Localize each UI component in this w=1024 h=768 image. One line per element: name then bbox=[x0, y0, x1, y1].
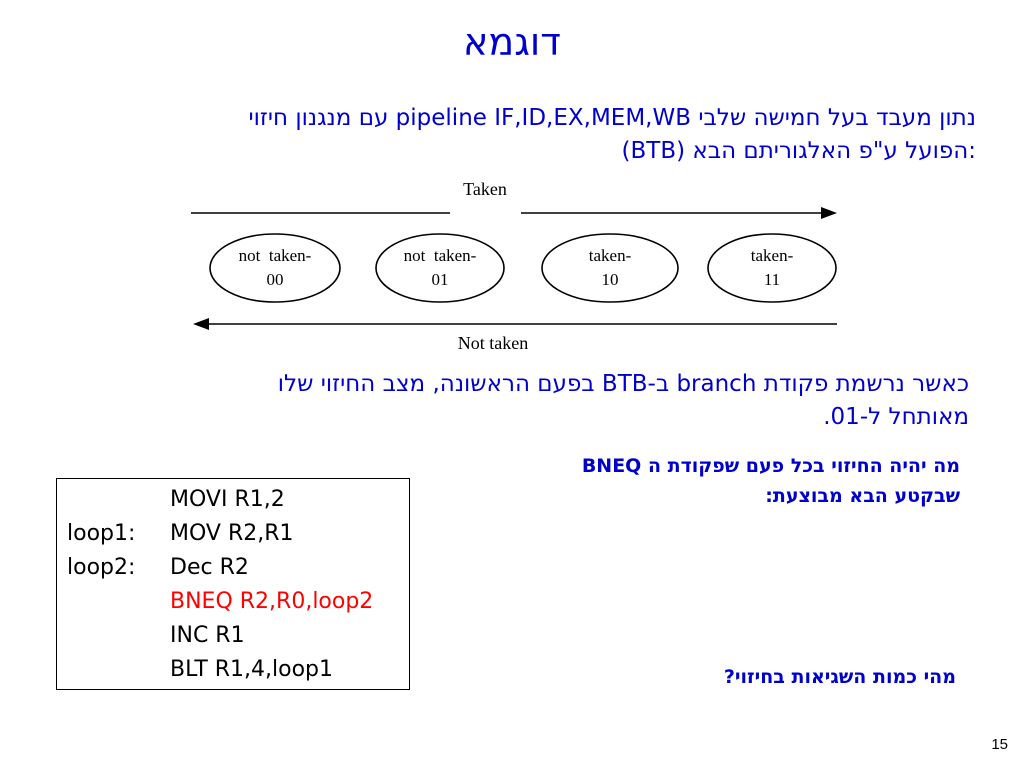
note-line-2: מאותחל ל-01. bbox=[823, 404, 969, 430]
code-instruction: MOVI R1,2 bbox=[170, 487, 285, 512]
page-number: 15 bbox=[991, 736, 1008, 753]
state-00-line1: not taken- bbox=[238, 246, 312, 265]
not-taken-arrowhead bbox=[193, 318, 209, 330]
state-01-ellipse bbox=[376, 234, 504, 302]
not-taken-label: Not taken bbox=[457, 333, 529, 353]
state-10-ellipse bbox=[542, 234, 678, 302]
code-line bbox=[57, 487, 409, 521]
intro-line-1: נתון מעבד בעל חמישה שלבי pipeline IF,ID,EX,MEM,WB עם מנגנון חיזוי bbox=[248, 105, 976, 131]
state-10-line2: 10 bbox=[601, 270, 619, 289]
question-errors-text: מהי כמות השגיאות בחיזוי? bbox=[723, 666, 956, 688]
state-10-line1: taken- bbox=[588, 246, 632, 265]
code-instruction: Dec R2 bbox=[170, 555, 249, 580]
code-label: loop1: bbox=[67, 521, 136, 546]
note-paragraph bbox=[69, 368, 969, 434]
code-line bbox=[57, 623, 409, 657]
question-prediction-line-1: מה יהיה החיזוי בכל פעם שפקודת ה BNEQ bbox=[581, 455, 960, 477]
code-line-highlighted bbox=[57, 589, 409, 623]
question-errors bbox=[556, 662, 956, 692]
code-instruction: BLT R1,4,loop1 bbox=[170, 657, 334, 682]
taken-arrowhead bbox=[821, 207, 837, 219]
state-diagram bbox=[185, 172, 845, 362]
state-01-line1: not taken- bbox=[403, 246, 477, 265]
slide-title: דוגמא bbox=[463, 20, 561, 64]
state-00-line2: 00 bbox=[266, 270, 284, 289]
code-box bbox=[56, 478, 410, 690]
code-line bbox=[57, 657, 409, 691]
state-11-ellipse bbox=[708, 234, 836, 302]
code-instruction: MOV R2,R1 bbox=[170, 521, 294, 546]
code-line bbox=[57, 521, 409, 555]
question-prediction-line-2: שבקטע הבא מבוצעת: bbox=[765, 485, 960, 507]
state-11-line2: 11 bbox=[763, 270, 781, 289]
taken-label: Taken bbox=[463, 179, 507, 199]
code-line bbox=[57, 555, 409, 589]
state-00-ellipse bbox=[210, 234, 340, 302]
state-11-line1: taken- bbox=[750, 246, 794, 265]
note-line-1: כאשר נרשמת פקודת branch ב-BTB בפעם הראשונה, מצב החיזוי שלו bbox=[277, 371, 969, 397]
code-instruction-highlighted: BNEQ R2,R0,loop2 bbox=[170, 589, 374, 614]
code-instruction: INC R1 bbox=[170, 623, 245, 648]
question-prediction bbox=[400, 451, 960, 511]
code-label: loop2: bbox=[67, 555, 136, 580]
state-01-line2: 01 bbox=[431, 270, 449, 289]
intro-line-2: (BTB) הפועל ע"פ האלגוריתם הבא: bbox=[621, 138, 976, 164]
intro-paragraph bbox=[36, 102, 976, 168]
